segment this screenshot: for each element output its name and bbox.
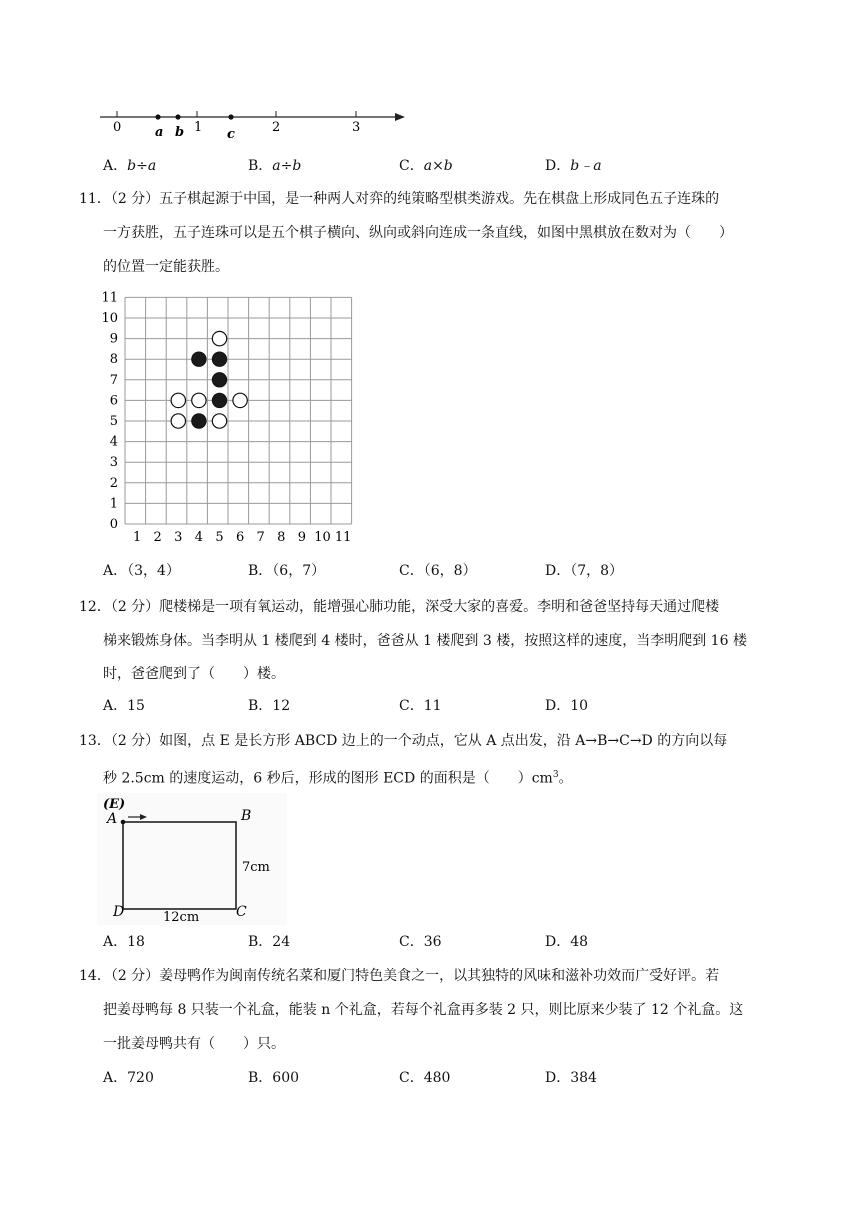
gomoku-board-figure bbox=[92, 288, 372, 550]
x-tick-label: 2 bbox=[153, 530, 162, 545]
q14-option-d[interactable]: D．384 bbox=[545, 1070, 597, 1086]
label-a: A bbox=[107, 811, 118, 827]
q11-option-c[interactable]: C．（6，8） bbox=[399, 563, 477, 579]
q14-text-line3: 一批姜母鸭共有（ ）只。 bbox=[103, 1036, 285, 1052]
black-stone bbox=[212, 373, 226, 387]
label-c: C bbox=[236, 904, 247, 920]
point-b bbox=[175, 114, 180, 119]
q14-option-b[interactable]: B．600 bbox=[248, 1070, 300, 1086]
q14-option-c[interactable]: C．480 bbox=[399, 1070, 451, 1086]
q12-text-line3: 时，爸爸爬到了（ ）楼。 bbox=[103, 666, 285, 682]
x-tick-label: 4 bbox=[194, 530, 204, 545]
q12-option-c[interactable]: C．11 bbox=[399, 698, 442, 714]
x-tick-label: 7 bbox=[256, 530, 265, 545]
tick-label-3: 3 bbox=[352, 120, 361, 135]
x-tick-label: 11 bbox=[334, 530, 352, 545]
q14-option-a[interactable]: A．720 bbox=[103, 1070, 154, 1086]
white-stone bbox=[192, 393, 206, 407]
black-stone bbox=[212, 393, 226, 407]
y-tick-label: 7 bbox=[109, 372, 118, 388]
y-tick-label: 11 bbox=[101, 290, 118, 306]
white-stone bbox=[171, 393, 185, 407]
y-tick-label: 4 bbox=[109, 434, 118, 450]
x-tick-label: 9 bbox=[297, 530, 307, 545]
y-tick-label: 1 bbox=[109, 496, 118, 512]
label-side: 7cm bbox=[242, 860, 270, 875]
y-tick-label: 9 bbox=[109, 331, 118, 347]
x-tick-label: 6 bbox=[235, 530, 245, 545]
label-bottom: 12cm bbox=[163, 910, 200, 925]
q14-text-line1: 14．（2 分）姜母鸭作为闽南传统名菜和厦门特色美食之一，以其独特的风味和滋补功效而广受好评。若 bbox=[79, 968, 720, 984]
q10-option-c[interactable]: C．a×b bbox=[399, 158, 453, 174]
rectangle-abcd-figure bbox=[95, 793, 295, 925]
y-tick-label: 10 bbox=[101, 311, 118, 326]
q12-text-line1: 12．（2 分）爬楼梯是一项有氧运动，能增强心肺功能，深受大家的喜爱。李明和爸爸坚持每天通过爬楼 bbox=[79, 599, 720, 615]
q11-text-line3: 的位置一定能获胜。 bbox=[103, 259, 229, 275]
point-c bbox=[228, 114, 233, 119]
number-line-figure bbox=[95, 100, 415, 145]
y-tick-label: 8 bbox=[109, 352, 118, 368]
q12-option-a[interactable]: A．15 bbox=[103, 698, 145, 714]
point-label-a: a bbox=[155, 125, 164, 140]
x-tick-label: 5 bbox=[215, 530, 224, 545]
x-tick-label: 8 bbox=[277, 530, 286, 545]
black-stone bbox=[192, 352, 206, 366]
tick-label-2: 2 bbox=[272, 120, 281, 135]
white-stone bbox=[212, 331, 226, 345]
q13-option-b[interactable]: B．24 bbox=[248, 934, 291, 950]
q13-option-c[interactable]: C．36 bbox=[399, 934, 442, 950]
point-a bbox=[155, 114, 160, 119]
white-stone bbox=[212, 414, 226, 428]
q13-text-line2: 秒 2.5cm 的速度运动，6 秒后，形成的图形 ECD 的面积是（ ）$cm^3$。 bbox=[103, 770, 573, 787]
y-tick-label: 6 bbox=[109, 393, 118, 409]
point-label-c: c bbox=[227, 127, 235, 142]
q11-option-b[interactable]: B．（6，7） bbox=[248, 563, 326, 579]
label-b: B bbox=[241, 808, 252, 824]
white-stone bbox=[233, 393, 247, 407]
q14-text-line2: 把姜母鸭每 8 只装一个礼盒，能装 n 个礼盒，若每个礼盒再多装 2 只，则比原来少装了 12 个礼盒。这 bbox=[103, 1002, 744, 1018]
y-tick-label: 3 bbox=[109, 455, 118, 471]
x-tick-label: 1 bbox=[132, 530, 142, 545]
q10-option-d[interactable]: D．b﹣a bbox=[545, 158, 602, 174]
q11-text-line1: 11．（2 分）五子棋起源于中国，是一种两人对弈的纯策略型棋类游戏。先在棋盘上形成同色五子连珠的 bbox=[79, 191, 720, 207]
label-d: D bbox=[113, 904, 125, 920]
black-stone bbox=[192, 414, 206, 428]
q13-option-a[interactable]: A．18 bbox=[103, 934, 145, 950]
q12-text-line2: 梯来锻炼身体。当李明从 1 楼爬到 4 楼时，爸爸从 1 楼爬到 3 楼，按照这样的速度，当李明爬到 16 楼 bbox=[103, 633, 747, 649]
label-e: (E) bbox=[103, 797, 126, 812]
x-tick-label: 10 bbox=[314, 530, 331, 545]
y-tick-label: 2 bbox=[109, 475, 118, 491]
tick-label-0: 0 bbox=[113, 120, 122, 135]
q11-option-d[interactable]: D．（7，8） bbox=[545, 563, 624, 579]
black-stone bbox=[212, 352, 226, 366]
q11-option-a[interactable]: A．（3，4） bbox=[103, 563, 180, 579]
x-tick-label: 3 bbox=[174, 530, 183, 545]
tick-label-1: 1 bbox=[194, 120, 203, 135]
q12-option-b[interactable]: B．12 bbox=[248, 698, 291, 714]
q10-option-a[interactable]: A．b÷a bbox=[103, 158, 157, 174]
white-stone bbox=[171, 414, 185, 428]
y-tick-label: 5 bbox=[109, 414, 118, 429]
point-label-b: b bbox=[175, 125, 185, 140]
q13-text-line1: 13．（2 分）如图，点 E 是长方形 ABCD 边上的一个动点，它从 A 点出发，沿 A→B→C→D 的方向以每 bbox=[79, 733, 728, 749]
q10-option-b[interactable]: B．a÷b bbox=[248, 158, 302, 174]
q12-option-d[interactable]: D．10 bbox=[545, 698, 589, 714]
y-tick-label: 0 bbox=[109, 517, 118, 532]
q13-option-d[interactable]: D．48 bbox=[545, 934, 589, 950]
point-e bbox=[121, 820, 126, 825]
q11-text-line2: 一方获胜，五子连珠可以是五个棋子横向、纵向或斜向连成一条直线，如图中黑棋放在数对为（ ） bbox=[103, 225, 733, 241]
